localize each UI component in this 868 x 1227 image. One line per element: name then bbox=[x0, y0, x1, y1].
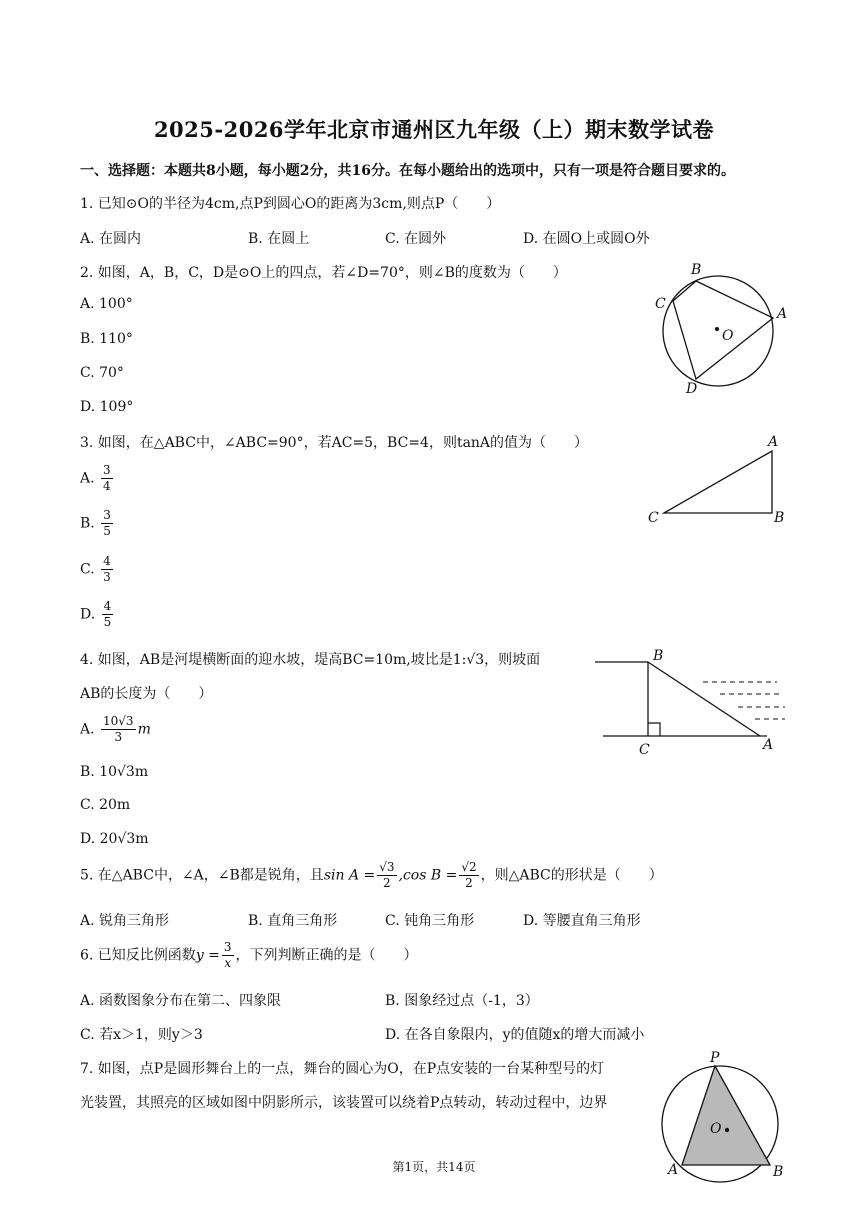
question-6-stem bbox=[80, 940, 418, 971]
question-2-option-b: B. 110° bbox=[80, 331, 133, 347]
fraction bbox=[222, 940, 234, 971]
fig7-label-o: O bbox=[710, 1121, 722, 1137]
question-4-option-d: D. 20√3m bbox=[80, 831, 149, 847]
question-2-figure bbox=[650, 260, 800, 400]
question-5-option-a: A. 锐角三角形 bbox=[80, 913, 170, 929]
numerator: 4 bbox=[103, 554, 111, 568]
denominator: 4 bbox=[103, 479, 111, 493]
function-expression: y = bbox=[195, 947, 220, 964]
question-3-option-a bbox=[80, 463, 115, 494]
fig2-label-c: C bbox=[655, 296, 666, 312]
question-4-option-c: C. 20m bbox=[80, 797, 131, 813]
numerator: 3 bbox=[223, 940, 232, 954]
option-label: B. bbox=[80, 515, 95, 532]
question-2-option-a: A. 100° bbox=[80, 296, 133, 312]
stem-text: 5. 在△ABC中，∠A，∠B都是锐角，且 bbox=[80, 867, 324, 884]
fig7-label-b: B bbox=[773, 1164, 784, 1180]
fraction bbox=[377, 860, 396, 891]
numerator: 3 bbox=[103, 463, 111, 477]
fig3-label-b: B bbox=[774, 510, 785, 526]
question-2-option-c: C. 70° bbox=[80, 365, 124, 381]
fraction bbox=[459, 860, 478, 891]
numerator: √3 bbox=[379, 860, 395, 874]
fig2-label-b: B bbox=[691, 262, 702, 278]
option-label: D. bbox=[80, 606, 96, 623]
question-5-option-c: C. 钝角三角形 bbox=[385, 913, 475, 929]
question-1-option-a: A. 在圆内 bbox=[80, 231, 142, 247]
question-3-option-d bbox=[80, 599, 115, 630]
question-3-figure bbox=[640, 430, 800, 530]
question-2-option-d: D. 109° bbox=[80, 399, 134, 415]
question-4-option-b: B. 10√3m bbox=[80, 764, 149, 780]
question-3-option-c bbox=[80, 554, 115, 585]
question-1-option-c: C. 在圆外 bbox=[385, 231, 447, 247]
denominator: 3 bbox=[103, 570, 111, 584]
option-label: A. bbox=[80, 470, 95, 487]
fig7-label-a: A bbox=[668, 1162, 679, 1178]
question-3-stem: 3. 如图，在△ABC中，∠ABC=90°，若AC=5，BC=4，则tanA的值为（ ） bbox=[80, 435, 589, 451]
fraction bbox=[101, 714, 136, 745]
numerator: 4 bbox=[103, 599, 112, 613]
question-6-option-c: C. 若x＞1，则y＞3 bbox=[80, 1027, 203, 1043]
stem-text: ，下列判断正确的是（ ） bbox=[235, 947, 418, 964]
fig2-label-d: D bbox=[686, 381, 698, 397]
option-label: A. bbox=[80, 721, 95, 738]
denominator: 5 bbox=[103, 615, 112, 629]
question-5-stem bbox=[80, 860, 663, 891]
denominator: 3 bbox=[114, 730, 123, 744]
option-label: C. bbox=[80, 561, 95, 578]
question-6-option-a: A. 函数图象分布在第二、四象限 bbox=[80, 993, 282, 1009]
sin-expression: sin A = bbox=[323, 867, 376, 884]
fig2-label-o: O bbox=[722, 328, 734, 344]
fig4-label-c: C bbox=[639, 742, 650, 758]
question-2-stem: 2. 如图，A，B，C，D是⊙O上的四点，若∠D=70°，则∠B的度数为（ ） bbox=[80, 265, 567, 281]
denominator: 2 bbox=[465, 876, 473, 890]
page-title: 2025-2026学年北京市通州区九年级（上）期末数学试卷 bbox=[153, 117, 715, 142]
question-4-option-a bbox=[80, 714, 151, 745]
fig2-label-a: A bbox=[777, 306, 788, 322]
fig3-label-c: C bbox=[648, 510, 659, 526]
numerator: 3 bbox=[103, 508, 111, 522]
question-5-option-b: B. 直角三角形 bbox=[248, 913, 338, 929]
question-4-stem-line1: 4. 如图，AB是河堤横断面的迎水坡，堤高BC=10m,坡比是1:√3，则坡面 bbox=[80, 652, 541, 668]
section-heading: 一、选择题：本题共8小题，每小题2分，共16分。在每小题给出的选项中，只有一项是符合题目要求的。 bbox=[80, 163, 735, 179]
numerator: √2 bbox=[461, 860, 477, 874]
denominator: 2 bbox=[383, 876, 391, 890]
question-1-option-d: D. 在圆O上或圆O外 bbox=[523, 231, 650, 247]
fig3-label-a: A bbox=[768, 434, 779, 450]
cos-expression: ,cos B = bbox=[398, 867, 458, 884]
question-4-stem-line2: AB的长度为（ ） bbox=[80, 686, 213, 702]
page-footer: 第1页，共14页 bbox=[392, 1160, 476, 1174]
question-1-stem: 1. 已知⊙O的半径为4cm,点P到圆心O的距离为3cm,则点P（ ） bbox=[80, 196, 501, 212]
numerator: 10√3 bbox=[103, 714, 134, 728]
question-4-figure bbox=[595, 648, 795, 760]
fig4-label-b: B bbox=[653, 648, 664, 664]
unit: m bbox=[137, 721, 151, 738]
question-6-option-b: B. 图象经过点（-1，3） bbox=[385, 993, 539, 1009]
fraction bbox=[101, 508, 113, 539]
question-6-option-d: D. 在各自象限内，y的值随x的增大而减小 bbox=[385, 1027, 645, 1043]
question-5-option-d: D. 等腰直角三角形 bbox=[523, 913, 641, 929]
stem-text: ，则△ABC的形状是（ ） bbox=[480, 867, 663, 884]
question-1-option-b: B. 在圆上 bbox=[248, 231, 310, 247]
stem-text: 6. 已知反比例函数 bbox=[80, 947, 196, 964]
question-3-option-b bbox=[80, 508, 115, 539]
fraction bbox=[101, 554, 113, 585]
question-7-line1: 7. 如图，点P是圆形舞台上的一点，舞台的圆心为O，在P点安装的一台某种型号的灯 bbox=[80, 1061, 605, 1077]
fig4-label-a: A bbox=[763, 737, 774, 753]
denominator: x bbox=[224, 956, 232, 970]
fraction bbox=[101, 463, 113, 494]
fraction bbox=[102, 599, 114, 630]
question-7-line2: 光装置，其照亮的区域如图中阴影所示，该装置可以绕着P点转动，转动过程中，边界 bbox=[80, 1095, 608, 1111]
fig7-label-p: P bbox=[710, 1050, 720, 1066]
denominator: 5 bbox=[103, 524, 111, 538]
